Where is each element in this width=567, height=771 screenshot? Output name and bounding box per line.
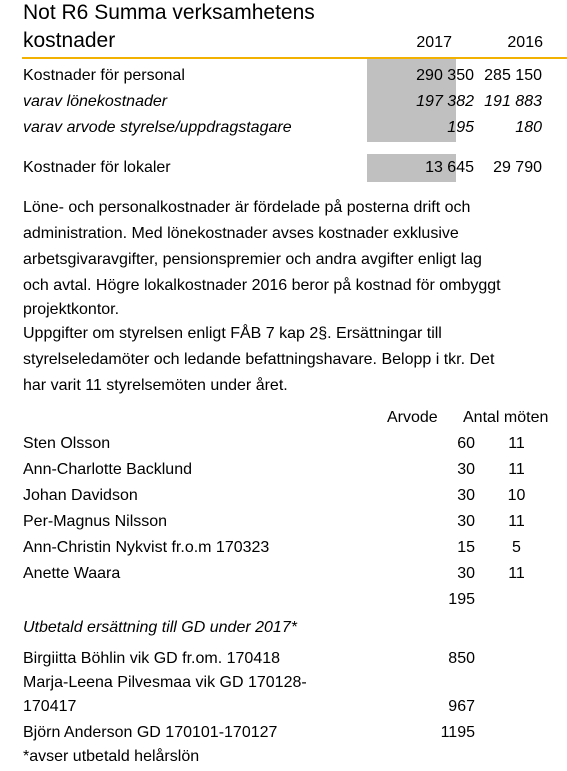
paragraph-line: styrelseledamöter och ledande befattningshavare. Belopp i tkr. Det	[23, 351, 495, 368]
board-member-name: Ann-Christin Nykvist fr.o.m 170323	[23, 539, 270, 556]
board-member-fee: 30	[457, 461, 475, 478]
cost-row-value-2017: 290 350	[416, 67, 474, 84]
board-member-name: Johan Davidson	[23, 487, 138, 504]
board-member-meetings: 11	[508, 461, 525, 478]
board-member-name: Sten Olsson	[23, 435, 111, 452]
gd-heading-text: Utbetald ersättning till GD under 2017*	[23, 619, 297, 636]
board-member-row	[23, 431, 567, 457]
board-member-meetings: 11	[508, 565, 525, 582]
board-fee-total: 195	[448, 591, 475, 608]
board-member-row	[23, 561, 567, 587]
cost-row-label: Kostnader för lokaler	[23, 159, 171, 176]
gd-footnote: *avser utbetald helårslön	[23, 748, 200, 765]
paragraph-line: har varit 11 styrelsemöten under året.	[23, 377, 288, 394]
cost-row-premises	[23, 155, 563, 181]
board-member-meetings: 10	[507, 487, 526, 504]
cost-row-value-2016: 29 790	[493, 159, 542, 176]
cost-row-value-2016: 191 883	[484, 93, 542, 110]
note-title-line2: kostnader	[23, 29, 116, 52]
gd-name: Björn Anderson GD 170101-170127	[23, 724, 278, 741]
board-member-row	[23, 483, 567, 509]
paragraph-line: administration. Med lönekostnader avses kostnader exklusive	[23, 225, 459, 242]
cost-row-value-2017: 13 645	[425, 159, 474, 176]
board-member-name: Ann-Charlotte Backlund	[23, 461, 192, 478]
cost-row-value-2017: 195	[447, 119, 474, 136]
paragraph-line: Uppgifter om styrelsen enligt FÅB 7 kap 2§. Ersättningar till	[23, 325, 442, 342]
board-member-meetings: 11	[508, 435, 525, 452]
column-header-2016: 2016	[507, 34, 543, 51]
column-header-2017: 2017	[416, 34, 452, 51]
gd-amount: 967	[448, 698, 475, 715]
paragraph-line: Löne- och personalkostnader är fördelade på posterna drift och	[23, 199, 471, 216]
board-col-header-meetings: Antal möten	[463, 409, 549, 426]
board-col-header-fee: Arvode	[387, 409, 438, 426]
cost-row-salaries	[23, 89, 563, 115]
gd-name-line1: Marja-Leena Pilvesmaa vik GD 170128-	[23, 674, 307, 691]
cost-row-value-2016: 180	[515, 119, 542, 136]
gd-name-line2: 170417	[23, 698, 77, 715]
gd-name: Birgiitta Böhlin vik GD fr.om. 170418	[23, 650, 281, 667]
board-member-row	[23, 457, 567, 483]
board-member-meetings: 5	[512, 539, 521, 556]
header-divider	[22, 57, 567, 59]
board-member-row	[23, 535, 567, 561]
board-member-row	[23, 509, 567, 535]
gd-row	[23, 646, 567, 672]
board-member-fee: 30	[457, 487, 475, 504]
board-member-fee: 30	[457, 565, 475, 582]
board-member-fee: 60	[457, 435, 475, 452]
paragraph-line: projektkontor.	[23, 301, 120, 318]
board-total-row	[23, 587, 567, 613]
board-member-fee: 15	[457, 539, 475, 556]
board-member-name: Per-Magnus Nilsson	[23, 513, 168, 530]
cost-row-personal	[23, 63, 563, 89]
note-title-line1: Not R6 Summa verksamhetens	[23, 1, 315, 24]
cost-row-label: varav arvode styrelse/uppdragstagare	[23, 119, 292, 136]
board-member-meetings: 11	[508, 513, 525, 530]
cost-row-value-2016: 285 150	[484, 67, 542, 84]
paragraph-line: arbetsgivaravgifter, pensionspremier och andra avgifter enligt lag	[23, 251, 482, 268]
cost-row-value-2017: 197 382	[416, 93, 474, 110]
cost-row-board-fees	[23, 115, 563, 141]
board-member-fee: 30	[457, 513, 475, 530]
board-member-name: Anette Waara	[23, 565, 121, 582]
cost-row-label: varav lönekostnader	[23, 93, 168, 110]
cost-row-label: Kostnader för personal	[23, 67, 185, 84]
gd-amount: 850	[448, 650, 475, 667]
gd-row	[23, 720, 567, 746]
gd-footnote-row	[23, 744, 567, 770]
gd-amount: 1195	[440, 724, 475, 741]
explanatory-paragraph	[23, 195, 563, 399]
gd-row	[23, 670, 567, 720]
paragraph-line: och avtal. Högre lokalkostnader 2016 beror på kostnad för ombyggt	[23, 277, 501, 294]
